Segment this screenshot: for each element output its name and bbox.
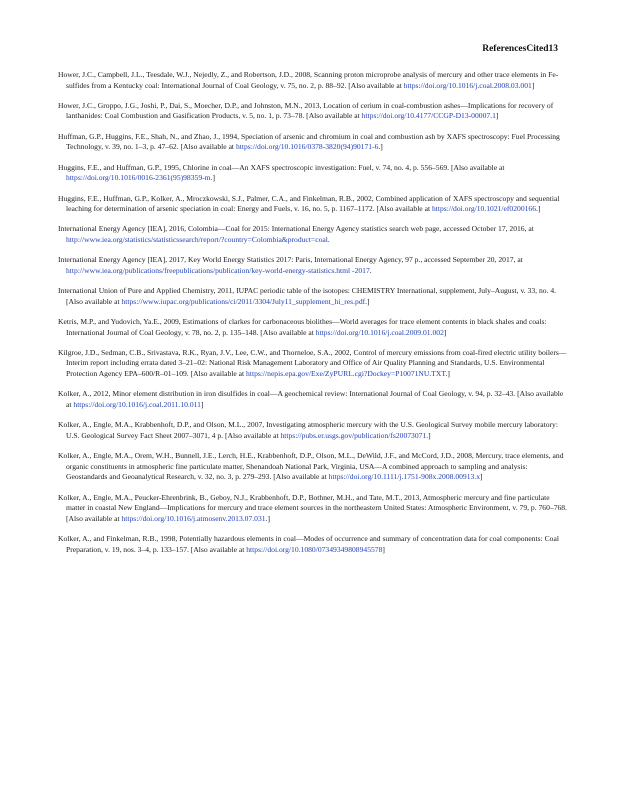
reference-tail: .] bbox=[445, 369, 450, 379]
reference-text: Ketris, M.P., and Yudovich, Ya.E., 2009, Estimations of clarkes for carbonaceous biolithes—World averages for trace element contents in black shales and coals: International Journal of Coal Geology, v. 78, no. 2, p. 135–148. [Also available at bbox=[58, 317, 547, 337]
reference-link[interactable]: https://doi.org/10.1016/j.coal.2009.01.002 bbox=[315, 327, 444, 337]
reference-entry bbox=[58, 451, 568, 483]
reference-tail: .] bbox=[378, 142, 383, 152]
reference-entry bbox=[58, 70, 568, 91]
reference-tail: ] bbox=[480, 472, 483, 482]
reference-entry bbox=[58, 420, 568, 441]
reference-tail: .] bbox=[210, 173, 215, 183]
reference-tail: .] bbox=[536, 204, 541, 214]
reference-entry bbox=[58, 348, 568, 380]
reference-tail: .] bbox=[426, 430, 431, 440]
reference-entry bbox=[58, 132, 568, 153]
reference-tail: .] bbox=[365, 296, 370, 306]
reference-text: Kolker, A., 2012, Minor element distribution in iron disulfides in coal—A geochemical review: International Journal of Coal Geology, v. 94, p. 32–43. [Also available at bbox=[58, 389, 564, 409]
reference-text: Kolker, A., and Finkelman, R.B., 1998, Potentially hazardous elements in coal—Modes of occurrence and summary of concentration data for coal components: Coal Preparation, v. 19, nos. 3–4, p. 133–157. [Also available at bbox=[58, 534, 559, 554]
reference-entry bbox=[58, 317, 568, 338]
reference-text: Huggins, F.E., and Huffman, G.P., 1995, Chlorine in coal—An XAFS spectroscopic investigation: Fuel, v. 74, no. 4, p. 556–569. [Also available at bbox=[58, 162, 505, 172]
reference-entry bbox=[58, 194, 568, 215]
reference-link[interactable]: https://pubs.er.usgs.gov/publication/fs20073071 bbox=[280, 430, 427, 440]
reference-link[interactable]: https://doi.org/10.1016/j.atmosenv.2013.07.031 bbox=[121, 513, 266, 523]
reference-entry bbox=[58, 255, 568, 276]
reference-entry bbox=[58, 101, 568, 122]
reference-entry bbox=[58, 286, 568, 307]
reference-text: Kolker, A., Engle, M.A., Peucker-Ehrenbrink, B., Geboy, N.J., Krabbenhoft, D.P., Bothner, M.H., and Tate, M.T., 2013, Atmospheric mercury and fine particulate matter in coastal New England—Implications for mercury and trace element sources in the northeastern United States: Atmospheric Environment, v. 79, p. 760–768. [Also available at bbox=[58, 492, 567, 523]
reference-text: International Union of Pure and Applied Chemistry, 2011, IUPAC periodic table of the isotopes: CHEMISTRY International, supplement, July–August, v. 33, no. 4. [Also available at bbox=[58, 286, 557, 306]
reference-tail: . bbox=[327, 234, 330, 244]
reference-text: Hower, J.C., Groppo, J.G., Joshi, P., Dai, S., Moecher, D.P., and Johnston, M.N., 2013, Location of cerium in coal-combustion ashes—Implications for recovery of lanthanides: Coal Combustion and Gasification Products, v. 5, no. 1, p. 73–78. [Also available at bbox=[58, 100, 554, 121]
reference-entry bbox=[58, 224, 568, 245]
reference-link[interactable]: http://www.iea.org/statistics/statisticssearch/report/?country=Colombia&product=coal bbox=[66, 234, 328, 244]
reference-text: Huggins, F.E., Huffman, G.P., Kolker, A., Mroczkowski, S.J., Palmer, C.A., and Finkelman, R.B., 2002, Combined application of XAFS spectroscopy and sequential leaching for determination of arsenic speciation in coal: Energy and Fuels, v. 16, no. 5, p. 1167–1172. [Also available at bbox=[58, 193, 560, 214]
reference-link[interactable]: https://doi.org/10.1016/j.coal.2008.03.001 bbox=[403, 80, 532, 90]
reference-entry bbox=[58, 163, 568, 184]
reference-tail: ] bbox=[200, 399, 204, 409]
reference-link[interactable]: https://doi.org/10.1080/07349349808945578 bbox=[246, 544, 383, 554]
reference-tail: ] bbox=[443, 327, 447, 337]
reference-link[interactable]: https://doi.org/10.1016/j.coal.2011.10.011 bbox=[73, 399, 201, 409]
reference-text: International Energy Agency [IEA], 2017, Key World Energy Statistics 2017: Paris, International Energy Agency, 97 p., accessed September 20, 2017, at bbox=[58, 255, 523, 265]
reference-tail: ] bbox=[382, 544, 385, 554]
reference-entry bbox=[58, 389, 568, 410]
reference-entry bbox=[58, 493, 568, 525]
reference-link[interactable]: https://nepis.epa.gov/Exe/ZyPURL.cgi?Dockey=P10071NU.TXT bbox=[246, 369, 446, 379]
reference-text: Kilgroe, J.D., Sedman, C.B., Srivastava, R.K., Ryan, J.V., Lee, C.W., and Thorneloe, S.A., 2002, Control of mercury emissions from coal-fired electric utility boilers—Interim report including errata dated 3–21–02: National Risk Management Laboratory and Office of Air Quality Planning and Standards, U.S. Environmental Protection Agency EPA–600/R–01–109. [Also available at bbox=[58, 347, 567, 379]
reference-link[interactable]: https://doi.org/10.1111/j.1751-908x.2008.00913.x bbox=[328, 472, 481, 482]
reference-tail: ] bbox=[495, 111, 499, 121]
reference-link[interactable]: https://doi.org/10.4177/CCGP-D13-00007.1 bbox=[361, 111, 496, 121]
reference-text: Huffman, G.P., Huggins, F.E., Shah, N., and Zhao, J., 1994, Speciation of arsenic and chromium in coal and combustion ash by XAFS spectroscopy: Fuel Processing Technology, v. 39, no. 1–3, p. 47–62. [Also available at bbox=[58, 131, 560, 152]
reference-text: Kolker, A., Engle, M.A., Krabbenhoft, D.P., and Olson, M.L., 2007, Investigating atmospheric mercury with the U.S. Geological Survey mobile mercury laboratory: U.S. Geological Survey Fact Sheet 2007–3071, 4 p. [Also available at bbox=[58, 420, 558, 440]
reference-text: Kolker, A., Engle, M.A., Orem, W.H., Bunnell, J.E., Lerch, H.E., Krabbenhoft, D.P., Olson, M.L., DeWild, J.F., and McCord, J.D., 2008, Mercury, trace elements, and organic constituents in atmospheric fine particulate matter, Shenandoah National Park, Virginia, USA—A combined approach to sampling and analysis: Geostandards and Geoanalytical Research, v. 32, no. 3, p. 279–293. [Also available at bbox=[58, 451, 564, 482]
reference-text: Hower, J.C., Campbell, J.L., Teesdale, W.J., Nejedly, Z., and Robertson, J.D., 2008, Scanning proton microprobe analysis of mercury and other trace elements in Fe-sulfides from a Kentucky coal: International Journal of Coal Geology, v. 75, no. 2, p. 88–92. [Also available at bbox=[58, 70, 559, 90]
reference-tail: .] bbox=[265, 513, 270, 523]
reference-list bbox=[58, 70, 568, 565]
reference-link[interactable]: https://www.iupac.org/publications/ci/2011/3304/July11_supplement_hi_res.pdf bbox=[121, 296, 366, 306]
reference-link[interactable]: http://www.iea.org/publications/freepublications/publication/key-world-energy-statistics.html -2017 bbox=[66, 265, 370, 275]
reference-link[interactable]: https://doi.org/10.1016/0016-2361(95)98359-m bbox=[66, 173, 211, 183]
reference-tail: . bbox=[369, 265, 372, 275]
reference-link[interactable]: https://doi.org/10.1016/0378-3820(94)90171-6 bbox=[235, 142, 379, 152]
reference-tail: ] bbox=[531, 80, 535, 90]
reference-text: International Energy Agency [IEA], 2016, Colombia—Coal for 2015: International Energy Agency statistics search web page, accessed October 17, 2016, at bbox=[58, 224, 534, 234]
reference-link[interactable]: https://doi.org/10.1021/ef0200166 bbox=[431, 204, 537, 214]
running-head: ReferencesCited13 bbox=[482, 44, 558, 54]
reference-entry bbox=[58, 534, 568, 555]
